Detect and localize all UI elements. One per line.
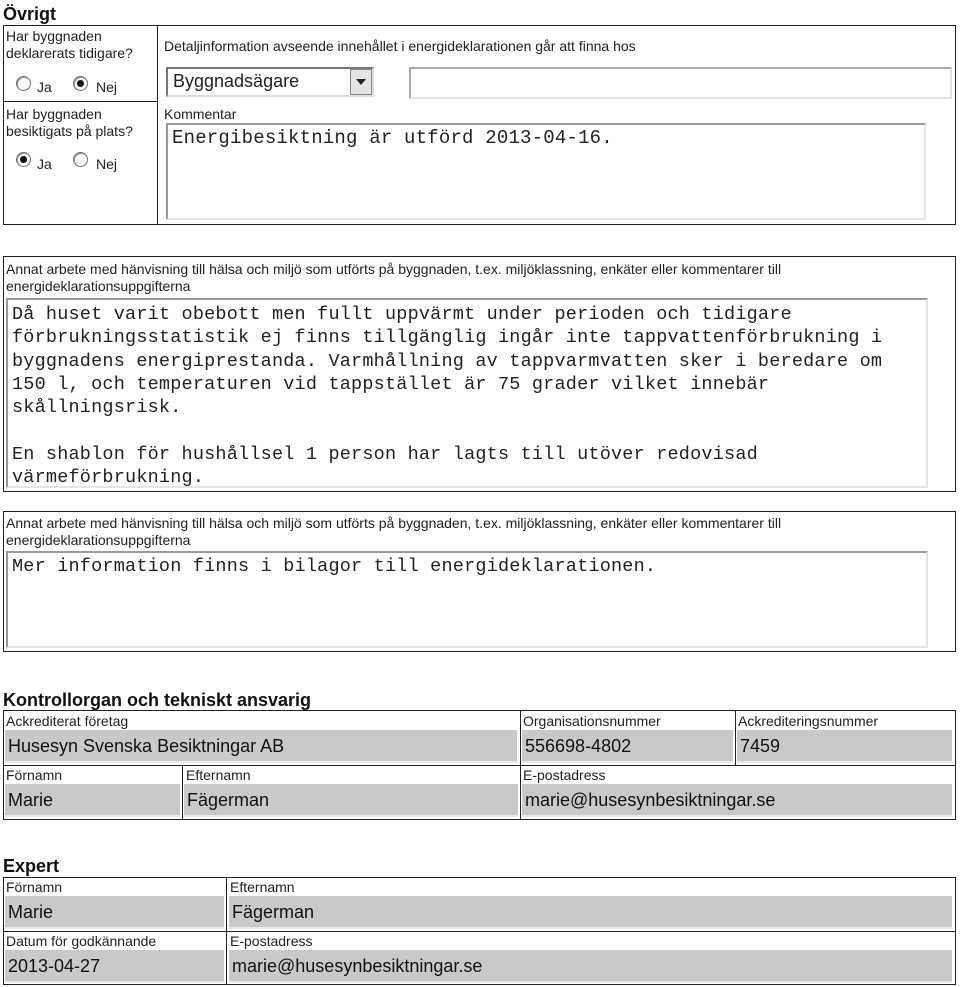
datum-label: Datum för godkännande — [6, 933, 157, 949]
radio-besiktigats-ja-label: Ja — [37, 156, 52, 172]
ovrigt-left-divider — [3, 101, 157, 102]
kontroll-fornamn-label: Förnamn — [6, 767, 63, 783]
expert-row-divider — [3, 931, 956, 932]
expert-efternamn-value: Fägerman — [232, 902, 315, 922]
question-besiktigats: Har byggnaden besiktigats på plats? — [6, 106, 133, 139]
radio-deklarerats-nej[interactable] — [73, 76, 88, 91]
kontroll-efternamn-label: Efternamn — [186, 767, 251, 783]
orgnr-value: 556698-4802 — [525, 736, 632, 756]
annat2-text: Mer information finns i bilagor till energideklarationen. — [12, 556, 657, 577]
kontroll-row-divider — [3, 765, 956, 766]
chevron-down-icon[interactable] — [350, 69, 372, 95]
expert-col-divider — [226, 877, 227, 985]
section-title-expert: Expert — [3, 856, 60, 876]
annat1-text: Då huset varit obebott men fullt uppvärmt under perioden och tidigare förbrukningsstatistik ej finns tillgänglig ingår inte tappvattenförbrukning i byggnadens energiprestanda. Varmhållning av tappvarmvatten sker i beredare om 150 l, och temperaturen vid tappstället är 75 grader vilket innebär skållningsrisk. En shablon för hushållsel 1 person har lagts till utöver redovisad värmeförbrukning. — [12, 304, 883, 488]
question-deklarerats: Har byggnaden deklarerats tidigare? — [6, 28, 133, 61]
detail-info-label: Detaljinformation avseende innehållet i energideklarationen går att finna hos — [164, 38, 636, 54]
company-label: Ackrediterat företag — [6, 713, 129, 729]
expert-fornamn-field[interactable] — [5, 896, 224, 929]
ackr-value: 7459 — [740, 736, 781, 756]
radio-deklarerats-ja-label: Ja — [37, 79, 52, 95]
ovrigt-divider — [157, 25, 158, 225]
ackr-field[interactable] — [737, 730, 952, 763]
kontroll-epost-value: marie@husesynbesiktningar.se — [525, 790, 776, 810]
annat2-label: Annat arbete med hänvisning till hälsa och miljö som utförts på byggnaden, t.ex. miljöklassning, enkäter eller kommentarer till energideklarationsuppgifterna — [6, 515, 782, 548]
expert-epost-value: marie@husesynbesiktningar.se — [232, 956, 483, 976]
radio-deklarerats-ja[interactable] — [16, 76, 31, 91]
annat1-label: Annat arbete med hänvisning till hälsa och miljö som utförts på byggnaden, t.ex. miljöklassning, enkäter eller kommentarer till energideklarationsuppgifterna — [6, 261, 782, 294]
detail-info-other-input[interactable] — [409, 67, 952, 99]
company-field[interactable] — [5, 730, 517, 763]
expert-fornamn-label: Förnamn — [6, 879, 63, 895]
detail-info-select-value: Byggnadsägare — [173, 71, 300, 91]
orgnr-field[interactable] — [522, 730, 733, 763]
radio-deklarerats-nej-label: Nej — [96, 79, 118, 95]
datum-value: 2013-04-27 — [8, 956, 101, 976]
kontroll-epost-label: E-postadress — [523, 767, 606, 783]
kontroll-efternamn-field[interactable] — [184, 784, 518, 817]
comment-textarea[interactable] — [166, 123, 926, 220]
orgnr-label: Organisationsnummer — [523, 713, 661, 729]
expert-efternamn-label: Efternamn — [230, 879, 295, 895]
kontroll-col-divider-2 — [735, 710, 736, 766]
comment-text: Energibesiktning är utförd 2013-04-16. — [172, 127, 613, 149]
section-title-kontrollorgan: Kontrollorgan och tekniskt ansvarig — [3, 690, 312, 710]
radio-besiktigats-nej-label: Nej — [96, 156, 118, 172]
company-value: Husesyn Svenska Besiktningar AB — [8, 736, 285, 756]
kontroll-efternamn-value: Fägerman — [187, 790, 270, 810]
kontroll-fornamn-value: Marie — [8, 790, 54, 810]
kontroll-fornamn-field[interactable] — [5, 784, 180, 817]
radio-besiktigats-ja[interactable] — [16, 152, 31, 167]
section-title-ovrigt: Övrigt — [3, 4, 57, 24]
kontroll-col-divider-3 — [182, 765, 183, 820]
kontroll-col-divider-1 — [520, 710, 521, 820]
datum-field[interactable] — [5, 950, 224, 983]
expert-fornamn-value: Marie — [8, 902, 54, 922]
detail-info-select[interactable] — [166, 67, 374, 97]
expert-efternamn-field[interactable] — [229, 896, 952, 929]
kontroll-epost-field[interactable] — [522, 784, 952, 817]
ackr-label: Ackrediteringsnummer — [738, 713, 879, 729]
annat1-textarea[interactable] — [6, 298, 928, 488]
expert-epost-label: E-postadress — [230, 933, 313, 949]
expert-epost-field[interactable] — [229, 950, 952, 983]
comment-label: Kommentar — [164, 106, 237, 122]
annat2-textarea[interactable] — [6, 551, 928, 648]
radio-besiktigats-nej[interactable] — [73, 152, 88, 167]
